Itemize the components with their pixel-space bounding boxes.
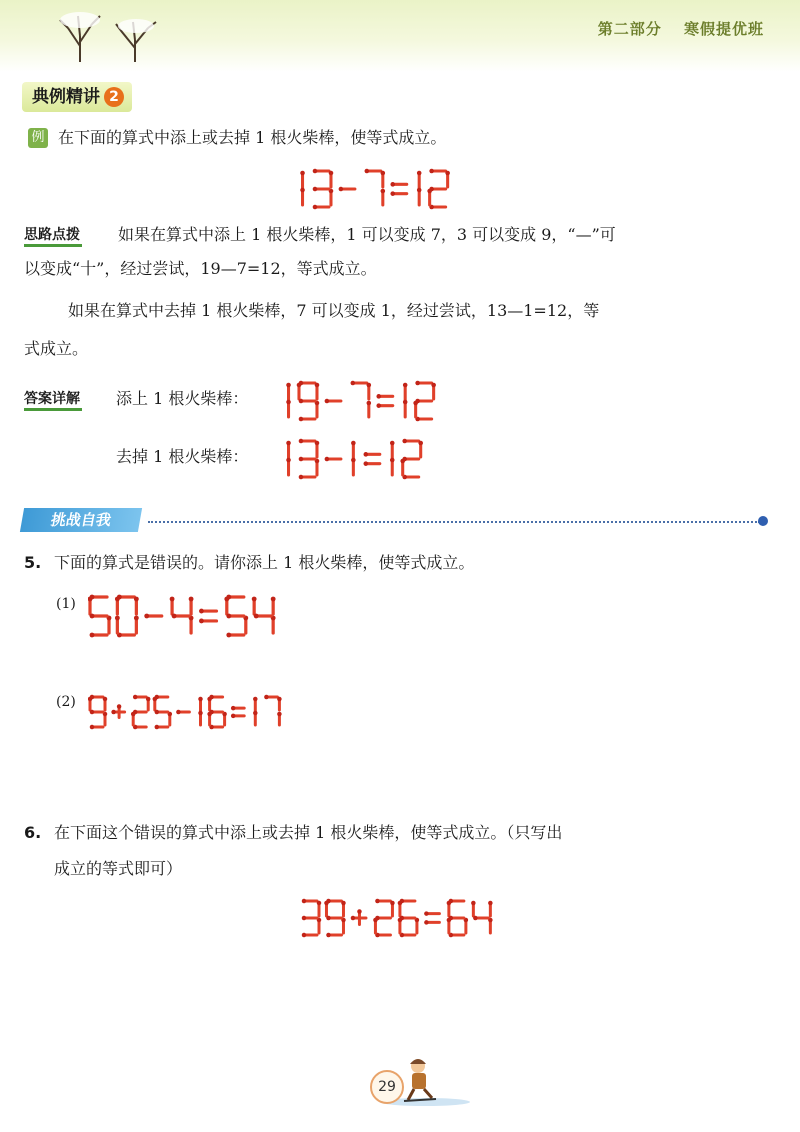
challenge-divider <box>148 521 760 523</box>
match-head <box>367 401 372 406</box>
match-head <box>324 901 329 906</box>
q6-line-1: 在下面这个错误的算式中添上或去掉 1 根火柴棒，使等式成立。（只写出 <box>54 823 563 842</box>
match-head <box>176 710 181 715</box>
match-head <box>198 697 203 702</box>
match-head <box>117 704 122 709</box>
match-head <box>90 614 95 619</box>
page-number: 29 <box>370 1070 404 1104</box>
analysis-line-3: 如果在算式中去掉 1 根火柴棒，7 可以变成 1，经过尝试，13—1=12，等 <box>68 301 600 320</box>
match-head <box>402 457 407 462</box>
match-head <box>207 697 212 702</box>
matchstick-svg <box>300 898 500 938</box>
match-head <box>189 597 194 602</box>
match-head <box>325 457 330 462</box>
match-head <box>286 383 291 388</box>
matchstick-svg <box>284 438 431 480</box>
analysis-line-1: 如果在算式中添上 1 根火柴棒，1 可以变成 7，3 可以变成 9，“—”可 <box>118 225 616 244</box>
match-head <box>415 381 420 386</box>
section-title-text: 典例精讲 <box>32 87 100 107</box>
match-head <box>172 614 177 619</box>
match-head <box>325 399 330 404</box>
matchstick-svg <box>88 594 284 638</box>
match-head <box>357 909 362 914</box>
header-text <box>582 18 764 39</box>
analysis-line-4: 式成立。 <box>24 339 89 358</box>
match-head <box>400 916 405 921</box>
match-head <box>313 169 318 174</box>
match-head <box>473 916 478 921</box>
match-head <box>90 725 95 730</box>
match-head <box>155 725 160 730</box>
match-head <box>326 933 331 938</box>
match-head <box>390 441 395 446</box>
q6-number: 6. <box>24 823 42 842</box>
match-head <box>115 597 120 602</box>
divider-dot <box>758 516 768 526</box>
match-head <box>299 457 304 462</box>
section-number-badge: 2 <box>104 87 124 107</box>
match-head <box>286 458 291 463</box>
match-head <box>351 381 356 386</box>
match-head <box>375 899 380 904</box>
match-head <box>403 383 408 388</box>
match-head <box>315 441 320 446</box>
example-icon: 例 <box>28 128 48 148</box>
match-head <box>445 171 450 176</box>
match-head <box>313 205 318 210</box>
match-head <box>447 901 452 906</box>
match-head <box>317 901 322 906</box>
match-head <box>253 697 257 702</box>
match-head <box>302 933 307 938</box>
match-head <box>111 710 116 715</box>
analysis-tag: 思路点拨 <box>24 226 82 247</box>
match-head <box>403 400 408 405</box>
match-head <box>297 383 302 388</box>
match-head <box>252 597 257 602</box>
match-head <box>402 439 407 444</box>
match-head <box>364 461 369 466</box>
match-head <box>424 911 429 916</box>
match-head <box>341 901 346 906</box>
match-head <box>417 188 422 193</box>
match-head <box>313 187 318 192</box>
match-head <box>390 191 395 196</box>
match-head <box>134 616 139 621</box>
q6-line-2: 成立的等式即可） <box>54 859 183 878</box>
match-head <box>300 171 305 176</box>
match-head <box>329 171 334 176</box>
match-head <box>103 697 108 702</box>
match-head <box>429 169 434 174</box>
match-head <box>417 171 422 176</box>
match-head <box>299 439 304 444</box>
challenge-banner: 挑战自我 <box>20 508 142 532</box>
match-head <box>302 916 307 921</box>
match-head <box>90 633 95 638</box>
match-head <box>390 182 395 187</box>
match-head <box>471 901 476 906</box>
match-head <box>351 441 356 446</box>
match-head <box>271 597 276 602</box>
match-head <box>199 619 204 624</box>
match-head <box>315 383 320 388</box>
match-head <box>153 697 158 702</box>
answer-add-label: 添上 1 根火柴棒： <box>116 389 249 408</box>
header-part: 第二部分 <box>597 20 662 38</box>
match-head <box>488 901 493 906</box>
answer-tag: 答案详解 <box>24 390 82 411</box>
match-head <box>418 441 423 446</box>
match-head <box>365 169 370 174</box>
answer-remove-label: 去掉 1 根火柴棒： <box>116 447 249 466</box>
section-title <box>22 82 132 112</box>
match-head <box>226 614 231 619</box>
match-head <box>231 714 236 719</box>
match-head <box>277 712 282 717</box>
match-head <box>367 383 372 388</box>
match-head <box>115 616 120 621</box>
q5-sub1-label: (1) <box>56 596 76 612</box>
match-head <box>424 920 429 925</box>
match-head <box>226 633 231 638</box>
match-head <box>326 916 331 921</box>
match-head <box>381 189 386 194</box>
match-head <box>199 609 204 614</box>
match-head <box>375 916 380 921</box>
match-head <box>224 597 229 602</box>
match-head <box>351 916 356 921</box>
match-head <box>351 458 356 463</box>
match-head <box>376 403 381 408</box>
match-head <box>300 188 305 193</box>
match-head <box>381 171 386 176</box>
match-head <box>133 695 138 700</box>
match-head <box>299 417 304 422</box>
match-head <box>198 711 203 716</box>
match-head <box>364 452 369 457</box>
match-head <box>398 901 403 906</box>
match-head <box>209 710 214 715</box>
match-head <box>133 710 138 715</box>
match-head <box>299 399 304 404</box>
match-head <box>155 710 160 715</box>
match-head <box>254 614 259 619</box>
match-head <box>134 597 139 602</box>
q5-sub2-label: (2) <box>56 694 76 710</box>
match-head <box>144 614 149 619</box>
q5-text: 下面的算式是错误的。请你添上 1 根火柴棒，使等式成立。 <box>54 553 475 572</box>
match-head <box>146 697 151 702</box>
match-head <box>170 597 175 602</box>
q5-number: 5. <box>24 553 42 572</box>
matchstick-svg <box>88 694 288 730</box>
matchstick-svg <box>298 168 458 210</box>
match-head <box>253 711 257 716</box>
match-head <box>431 383 436 388</box>
analysis-line-2: 以变成“十”，经过尝试，19—7=12，等式成立。 <box>24 259 377 278</box>
header-title: 寒假提优班 <box>683 20 764 38</box>
match-head <box>415 399 420 404</box>
match-head <box>286 441 291 446</box>
match-head <box>231 706 236 711</box>
match-head <box>390 901 395 906</box>
match-head <box>339 187 344 192</box>
match-head <box>264 695 269 700</box>
example-text: 在下面的算式中添上或去掉 1 根火柴棒，使等式成立。 <box>58 128 447 147</box>
match-head <box>390 458 395 463</box>
match-head <box>299 475 304 480</box>
match-head <box>376 394 381 399</box>
match-head <box>429 187 434 192</box>
match-head <box>90 710 95 715</box>
matchstick-svg <box>284 380 444 422</box>
match-head <box>302 899 307 904</box>
match-head <box>277 697 282 702</box>
skater-illustration <box>396 1056 446 1104</box>
match-head <box>286 400 291 405</box>
match-head <box>449 916 454 921</box>
tree-illustration <box>40 6 170 64</box>
